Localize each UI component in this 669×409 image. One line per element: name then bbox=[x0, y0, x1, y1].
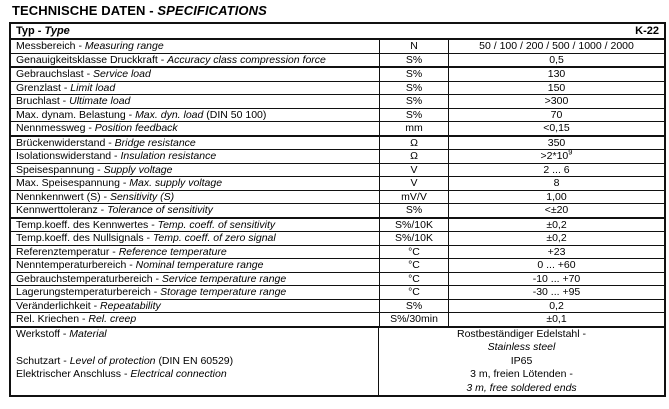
row-value: 1,00 bbox=[546, 190, 567, 203]
row-label: Brückenwiderstand - Bridge resistance bbox=[16, 136, 196, 149]
row-label: Grenzlast - Limit load bbox=[16, 81, 116, 94]
material-value-en: Stainless steel bbox=[487, 341, 556, 354]
row-unit: °C bbox=[379, 259, 449, 272]
row-value: <±20 bbox=[544, 204, 569, 216]
row-value: 0,5 bbox=[549, 53, 564, 66]
row-value: 8 bbox=[553, 177, 560, 189]
row-unit: mm bbox=[379, 122, 449, 135]
row-repeatability bbox=[11, 300, 664, 314]
row-label: Nennmessweg - Position feedback bbox=[16, 122, 178, 134]
spacer-line bbox=[16, 382, 378, 396]
row-unit: S%/10K bbox=[379, 232, 449, 245]
row-value: ±0,2 bbox=[546, 218, 567, 231]
row-value: 150 bbox=[547, 81, 566, 94]
row-value: $>2*10^9$ bbox=[540, 147, 573, 162]
connection-value-en: 3 m, free soldered ends bbox=[466, 381, 577, 394]
row-unit: mV/V bbox=[379, 191, 449, 204]
row-label: Lagerungstemperaturbereich - Storage temperature range bbox=[16, 286, 287, 298]
row-label: Kennwerttoleranz - Tolerance of sensitivity bbox=[16, 204, 213, 216]
row-reference-temperature bbox=[11, 246, 664, 260]
row-max-supply-voltage bbox=[11, 177, 664, 191]
row-sensitivity bbox=[11, 191, 664, 205]
row-unit: S% bbox=[379, 54, 449, 67]
row-unit: °C bbox=[379, 273, 449, 286]
specifications-table bbox=[9, 22, 666, 397]
row-max-dyn-load bbox=[11, 109, 664, 123]
connection-value-de: 3 m, freien Lötenden - bbox=[470, 368, 573, 381]
row-label: Max. Speisespannung - Max. supply voltage bbox=[16, 177, 223, 189]
protection-label: Schutzart - Level of protection (DIN EN 60529) bbox=[16, 354, 234, 367]
row-unit: S%/10K bbox=[379, 219, 449, 232]
row-label: Rel. Kriechen - Rel. creep bbox=[16, 313, 137, 325]
row-label: Genauigkeitsklasse Druckkraft - Accuracy class compression force bbox=[16, 53, 326, 66]
row-temp-coeff-zero-signal bbox=[11, 232, 664, 246]
row-label: Temp.koeff. des Kennwertes - Temp. coeff. of sensitivity bbox=[16, 218, 276, 231]
row-label: Gebrauchslast - Service load bbox=[16, 68, 151, 80]
row-label: Referenztemperatur - Reference temperature bbox=[16, 245, 227, 258]
row-unit: S% bbox=[379, 68, 449, 81]
row-value: 0,2 bbox=[549, 299, 564, 312]
row-unit: S% bbox=[379, 300, 449, 313]
row-insulation-resistance bbox=[11, 147, 664, 164]
row-unit: N bbox=[379, 40, 449, 53]
row-value: 0 ... +60 bbox=[537, 259, 576, 271]
row-value: 2 ... 6 bbox=[543, 163, 570, 176]
footer-section bbox=[11, 326, 664, 396]
row-value: ±0,1 bbox=[546, 313, 567, 325]
row-label: Nenntemperaturbereich - Nominal temperature range bbox=[16, 259, 264, 271]
row-value: <0,15 bbox=[543, 122, 570, 134]
row-unit: Ω bbox=[379, 137, 449, 150]
row-ultimate-load bbox=[11, 95, 664, 109]
row-unit: S% bbox=[379, 204, 449, 217]
row-limit-load bbox=[11, 82, 664, 96]
row-service-load bbox=[11, 68, 664, 82]
row-nominal-temperature-range bbox=[11, 259, 664, 273]
row-value: 130 bbox=[547, 68, 566, 80]
spacer-line bbox=[16, 341, 378, 355]
row-service-temperature-range bbox=[11, 273, 664, 287]
row-value: 350 bbox=[547, 136, 566, 149]
table-header-row bbox=[11, 24, 664, 40]
row-measuring-range bbox=[11, 40, 664, 54]
page-title-de: TECHNISCHE DATEN - bbox=[12, 3, 154, 18]
electrical-connection-label: Elektrischer Anschluss - Electrical connection bbox=[16, 368, 227, 381]
row-label: Temp.koeff. des Nullsignals - Temp. coeff. of zero signal bbox=[16, 232, 276, 244]
row-bridge-resistance bbox=[11, 137, 664, 151]
type-value: K-22 bbox=[635, 25, 659, 37]
row-value: +23 bbox=[547, 245, 566, 258]
row-unit: °C bbox=[379, 246, 449, 259]
row-value: >300 bbox=[544, 95, 569, 107]
row-label: Veränderlichkeit - Repeatability bbox=[16, 299, 161, 312]
row-label: Speisespannung - Supply voltage bbox=[16, 163, 173, 176]
row-supply-voltage bbox=[11, 164, 664, 178]
footer-labels bbox=[11, 328, 379, 396]
row-label: Max. dynam. Belastung - Max. dyn. load (DIN 50 100) bbox=[16, 108, 267, 121]
row-position-feedback bbox=[11, 122, 664, 137]
page-title bbox=[12, 3, 267, 18]
row-rel-creep bbox=[11, 313, 664, 327]
protection-value: IP65 bbox=[510, 354, 533, 367]
row-label: Isolationswiderstand - Insulation resistance bbox=[16, 150, 217, 162]
row-temp-coeff-sensitivity bbox=[11, 219, 664, 233]
row-value: 70 bbox=[550, 108, 563, 121]
row-value: -30 ... +95 bbox=[532, 286, 581, 298]
row-unit: S% bbox=[379, 95, 449, 108]
row-accuracy-class bbox=[11, 54, 664, 69]
row-value: ±0,2 bbox=[546, 232, 567, 244]
material-label: Werkstoff - Material bbox=[16, 327, 107, 340]
row-unit: V bbox=[379, 177, 449, 190]
row-value: -10 ... +70 bbox=[532, 272, 581, 285]
row-tolerance-of-sensitivity bbox=[11, 204, 664, 219]
page-title-en: SPECIFICATIONS bbox=[157, 3, 267, 18]
material-value-de: Rostbeständiger Edelstahl - bbox=[457, 327, 586, 340]
row-storage-temperature-range bbox=[11, 286, 664, 300]
row-unit: S%/30min bbox=[379, 313, 449, 326]
row-value: 50 / 100 / 200 / 500 / 1000 / 2000 bbox=[479, 40, 634, 52]
row-unit: S% bbox=[379, 82, 449, 95]
row-label: Bruchlast - Ultimate load bbox=[16, 95, 131, 107]
footer-values bbox=[379, 328, 664, 396]
row-unit: V bbox=[379, 164, 449, 177]
row-label: Messbereich - Measuring range bbox=[16, 40, 164, 52]
row-unit: S% bbox=[379, 109, 449, 122]
row-label: Nennkennwert (S) - Sensitivity (S) bbox=[16, 190, 175, 203]
row-unit: °C bbox=[379, 286, 449, 299]
row-unit: Ω bbox=[379, 150, 449, 163]
row-label: Gebrauchstemperaturbereich - Service temperature range bbox=[16, 272, 287, 285]
type-label: Typ - Type bbox=[16, 25, 70, 37]
